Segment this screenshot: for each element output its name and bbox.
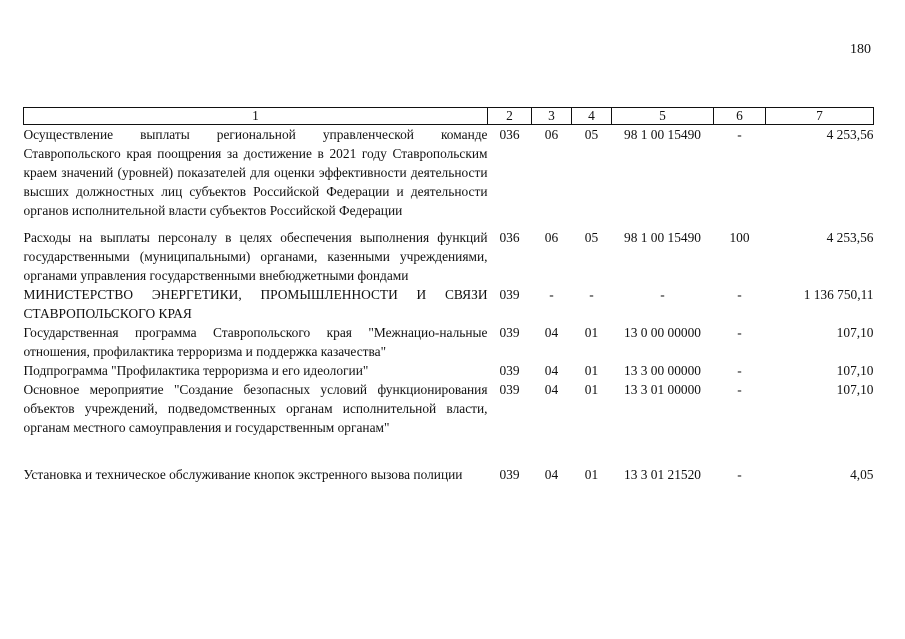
- row-name: Расходы на выплаты персоналу в целях обеспечения выполнения функций государственными (муниципальными) органами, казенными учреждениями, органами управления государственными внебюджетными фондами: [23, 230, 488, 283]
- row-expense-type: -: [737, 287, 742, 302]
- row-name: Осуществление выплаты региональной управленческой команде Ставропольского края поощрения за достижение в 2021 году Ставропольским краем значений (уровней) показателей для оценки эффективности деятельности высших должностных лиц субъектов Российской Федерации и деятельности органов исполнительной власти субъектов Российской Федерации: [23, 127, 488, 218]
- column-header-3: 3: [532, 108, 572, 125]
- table-row: [24, 361, 874, 380]
- column-header-1: 1: [24, 108, 488, 125]
- row-section-code: 04: [544, 382, 559, 397]
- row-target-code: 13 0 00 00000: [624, 325, 701, 340]
- table-row: [24, 323, 874, 361]
- row-ministry-code: 039: [499, 382, 520, 397]
- row-amount: 4,05: [850, 467, 874, 482]
- row-target-code: 13 3 00 00000: [624, 363, 701, 378]
- row-subsection-code: 01: [584, 382, 599, 397]
- row-name: Основное мероприятие "Создание безопасных условий функционирования объектов учреждений, подведомственных органам исполнительной власти, органам местного самоуправления и государственным органам": [23, 382, 488, 435]
- row-subsection-code: 05: [584, 127, 599, 142]
- row-name: МИНИСТЕРСТВО ЭНЕРГЕТИКИ, ПРОМЫШЛЕННОСТИ И СВЯЗИ СТАВРОПОЛЬСКОГО КРАЯ: [23, 287, 488, 321]
- row-section-code: 04: [544, 325, 559, 340]
- row-section-code: 06: [544, 127, 559, 142]
- row-amount: 107,10: [836, 363, 874, 378]
- table-row: [24, 125, 874, 221]
- table-row: [24, 228, 874, 285]
- table-row: [24, 465, 874, 484]
- table-row: [24, 380, 874, 437]
- row-ministry-code: 036: [499, 230, 520, 245]
- column-number-row: [24, 108, 874, 125]
- column-header-7: 7: [766, 108, 874, 125]
- row-gap: [24, 437, 874, 465]
- row-target-code: 13 3 01 21520: [624, 467, 701, 482]
- row-ministry-code: 039: [499, 287, 520, 302]
- column-header-5: 5: [612, 108, 714, 125]
- row-target-code: 98 1 00 15490: [624, 127, 701, 142]
- row-target-code: -: [660, 287, 665, 302]
- page-number: 180: [850, 42, 871, 57]
- row-expense-type: -: [737, 382, 742, 397]
- row-name: Подпрограмма "Профилактика терроризма и его идеологии": [23, 363, 369, 378]
- row-expense-type: -: [737, 325, 742, 340]
- row-amount: 107,10: [836, 325, 874, 340]
- row-subsection-code: 05: [584, 230, 599, 245]
- row-subsection-code: -: [589, 287, 594, 302]
- row-subsection-code: 01: [584, 325, 599, 340]
- row-expense-type: -: [737, 363, 742, 378]
- row-ministry-code: 039: [499, 363, 520, 378]
- row-ministry-code: 039: [499, 325, 520, 340]
- row-expense-type: -: [737, 467, 742, 482]
- table-row: [24, 285, 874, 323]
- row-name: Установка и техническое обслуживание кнопок экстренного вызова полиции: [23, 467, 463, 482]
- row-section-code: 04: [544, 363, 559, 378]
- row-expense-type: 100: [729, 230, 750, 245]
- column-header-6: 6: [714, 108, 766, 125]
- row-ministry-code: 039: [499, 467, 520, 482]
- row-gap: [24, 220, 874, 228]
- row-section-code: -: [549, 287, 554, 302]
- row-amount: 4 253,56: [826, 127, 874, 142]
- row-expense-type: -: [737, 127, 742, 142]
- row-name: Государственная программа Ставропольского края "Межнацио-нальные отношения, профилактика терроризма и поддержка казачества": [23, 325, 488, 359]
- row-section-code: 04: [544, 467, 559, 482]
- row-subsection-code: 01: [584, 363, 599, 378]
- row-amount: 4 253,56: [826, 230, 874, 245]
- row-target-code: 98 1 00 15490: [624, 230, 701, 245]
- row-ministry-code: 036: [499, 127, 520, 142]
- row-amount: 107,10: [836, 382, 874, 397]
- column-header-4: 4: [572, 108, 612, 125]
- row-section-code: 06: [544, 230, 559, 245]
- row-amount: 1 136 750,11: [803, 287, 874, 302]
- row-subsection-code: 01: [584, 467, 599, 482]
- row-target-code: 13 3 01 00000: [624, 382, 701, 397]
- budget-table: [23, 107, 874, 484]
- column-header-2: 2: [488, 108, 532, 125]
